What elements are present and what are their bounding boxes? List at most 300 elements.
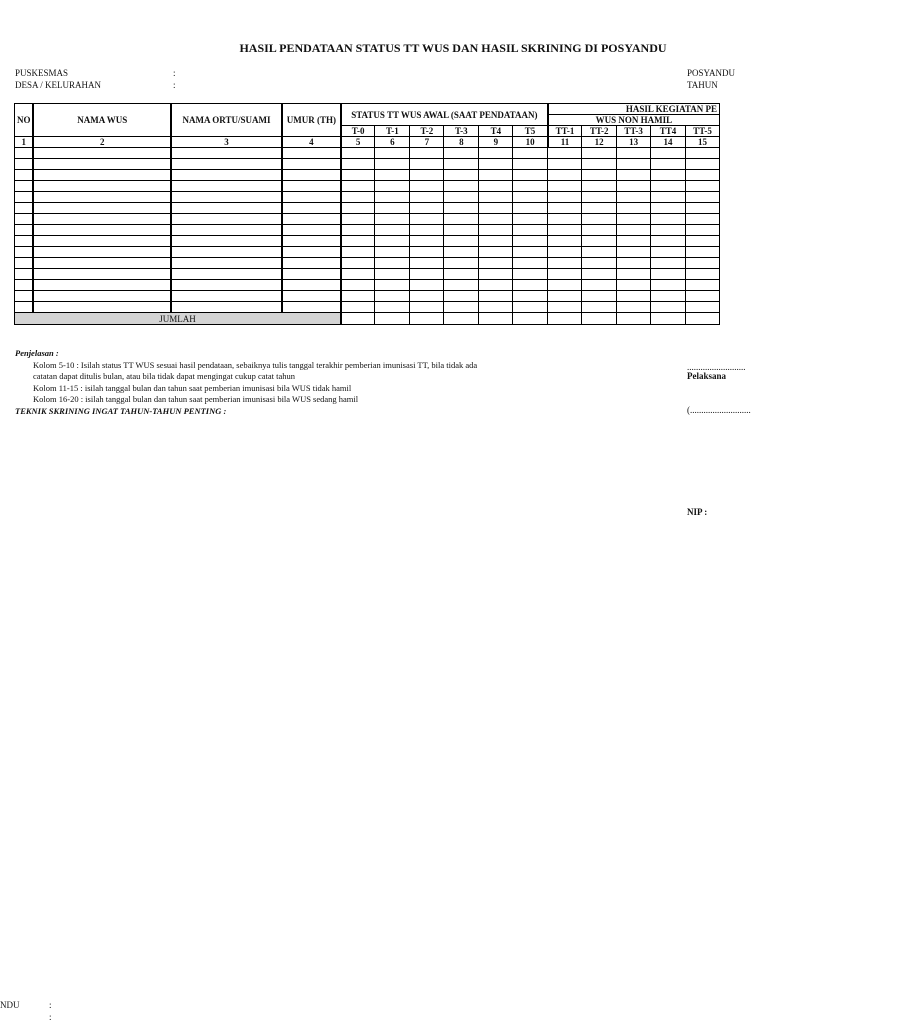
- table-cell[interactable]: [617, 258, 651, 269]
- column-number: 4: [282, 137, 341, 148]
- table-cell[interactable]: [617, 192, 651, 203]
- table-cell[interactable]: [582, 181, 617, 192]
- table-cell[interactable]: [513, 203, 548, 214]
- table-cell[interactable]: [341, 302, 375, 313]
- table-cell[interactable]: [410, 192, 444, 203]
- table-cell[interactable]: [15, 159, 34, 170]
- table-cell[interactable]: [375, 225, 410, 236]
- header-status-col: T-1: [375, 126, 410, 137]
- table-cell[interactable]: [479, 159, 513, 170]
- column-number: 8: [444, 137, 479, 148]
- table-cell[interactable]: [171, 269, 282, 280]
- table-cell[interactable]: [341, 181, 375, 192]
- jumlah-cell[interactable]: [685, 313, 719, 325]
- table-cell[interactable]: [548, 148, 582, 159]
- header-status-col: T-2: [410, 126, 444, 137]
- table-cell[interactable]: [685, 269, 719, 280]
- table-cell[interactable]: [685, 170, 719, 181]
- table-cell[interactable]: [15, 203, 34, 214]
- table-cell[interactable]: [617, 148, 651, 159]
- table-cell[interactable]: [15, 181, 34, 192]
- column-number: 14: [651, 137, 686, 148]
- column-number: 13: [617, 137, 651, 148]
- header-status-group: STATUS TT WUS AWAL (SAAT PENDATAAN): [341, 104, 548, 126]
- header-nama-ortu: NAMA ORTU/SUAMI: [171, 104, 282, 137]
- table-cell[interactable]: [479, 214, 513, 225]
- table-cell[interactable]: [33, 170, 171, 181]
- table-cell[interactable]: [651, 302, 686, 313]
- puskesmas-colon: :: [173, 68, 176, 78]
- table-cell[interactable]: [444, 258, 479, 269]
- table-cell[interactable]: [685, 203, 719, 214]
- table-cell[interactable]: [410, 148, 444, 159]
- table-cell[interactable]: [513, 225, 548, 236]
- table-cell[interactable]: [410, 236, 444, 247]
- table-cell[interactable]: [341, 258, 375, 269]
- table-cell[interactable]: [33, 148, 171, 159]
- column-number: 5: [341, 137, 375, 148]
- table-cell[interactable]: [410, 159, 444, 170]
- table-cell[interactable]: [548, 247, 582, 258]
- table-cell[interactable]: [617, 269, 651, 280]
- nip-label: NIP :: [687, 507, 708, 517]
- column-number: 6: [375, 137, 410, 148]
- table-cell[interactable]: [444, 302, 479, 313]
- header-hasil-col: TT-5: [685, 126, 719, 137]
- table-cell[interactable]: [375, 258, 410, 269]
- table-cell[interactable]: [685, 280, 719, 291]
- desa-colon: :: [173, 80, 176, 90]
- table-cell[interactable]: [685, 214, 719, 225]
- table-cell[interactable]: [513, 148, 548, 159]
- table-cell[interactable]: [171, 148, 282, 159]
- table-cell[interactable]: [479, 203, 513, 214]
- jumlah-cell[interactable]: [548, 313, 582, 325]
- header-nama-wus: NAMA WUS: [33, 104, 171, 137]
- table-cell[interactable]: [444, 247, 479, 258]
- header-hasil-col: TT-2: [582, 126, 617, 137]
- table-cell[interactable]: [171, 214, 282, 225]
- table-cell[interactable]: [513, 159, 548, 170]
- footer-colon-2: :: [49, 1012, 52, 1022]
- table-cell[interactable]: [582, 214, 617, 225]
- table-cell[interactable]: [375, 148, 410, 159]
- header-umur: UMUR (TH): [282, 104, 341, 137]
- table-cell[interactable]: [582, 192, 617, 203]
- header-hasil-col: TT4: [651, 126, 686, 137]
- table-cell[interactable]: [33, 203, 171, 214]
- table-cell[interactable]: [282, 302, 341, 313]
- jumlah-cell[interactable]: [341, 313, 375, 325]
- desa-label: DESA / KELURAHAN: [15, 80, 102, 90]
- puskesmas-label: PUSKESMAS: [15, 68, 69, 78]
- table-cell[interactable]: [15, 291, 34, 302]
- table-cell[interactable]: [651, 269, 686, 280]
- table-cell[interactable]: [444, 170, 479, 181]
- table-cell[interactable]: [375, 302, 410, 313]
- table-cell[interactable]: [548, 181, 582, 192]
- table-cell[interactable]: [15, 236, 34, 247]
- table-cell[interactable]: [582, 258, 617, 269]
- table-cell[interactable]: [617, 214, 651, 225]
- table-cell[interactable]: [282, 159, 341, 170]
- table-cell[interactable]: [513, 247, 548, 258]
- table-cell[interactable]: [341, 203, 375, 214]
- table-cell[interactable]: [375, 291, 410, 302]
- table-row: [15, 148, 720, 159]
- table-cell[interactable]: [341, 214, 375, 225]
- teknik-heading: TEKNIK SKRINING INGAT TAHUN-TAHUN PENTING :: [15, 406, 227, 416]
- table-cell[interactable]: [375, 181, 410, 192]
- table-cell[interactable]: [444, 203, 479, 214]
- table-cell[interactable]: [513, 192, 548, 203]
- table-cell[interactable]: [341, 280, 375, 291]
- table-cell[interactable]: [548, 302, 582, 313]
- table-cell[interactable]: [617, 302, 651, 313]
- table-cell[interactable]: [410, 181, 444, 192]
- table-row: [15, 236, 720, 247]
- table-cell[interactable]: [444, 269, 479, 280]
- column-number: 12: [582, 137, 617, 148]
- table-cell[interactable]: [479, 148, 513, 159]
- table-cell[interactable]: [171, 258, 282, 269]
- table-cell[interactable]: [617, 181, 651, 192]
- table-cell[interactable]: [15, 214, 34, 225]
- jumlah-cell[interactable]: [651, 313, 686, 325]
- jumlah-cell[interactable]: [410, 313, 444, 325]
- signature-date-dots: ..........................: [687, 362, 746, 372]
- table-cell[interactable]: [15, 280, 34, 291]
- table-cell[interactable]: [282, 269, 341, 280]
- table-cell[interactable]: [33, 192, 171, 203]
- table-cell[interactable]: [479, 170, 513, 181]
- pelaksana-label: Pelaksana: [687, 371, 727, 381]
- column-number: 7: [410, 137, 444, 148]
- footer-ndu-label: NDU: [0, 1000, 20, 1010]
- notes-line-4: Kolom 16-20 : isilah tanggal bulan dan tahun saat pemberian imunisasi bila WUS sedang hamil: [33, 394, 359, 404]
- table-cell[interactable]: [341, 148, 375, 159]
- table-cell[interactable]: [444, 291, 479, 302]
- table-cell[interactable]: [582, 247, 617, 258]
- table-cell[interactable]: [617, 159, 651, 170]
- table-cell[interactable]: [685, 236, 719, 247]
- table-cell[interactable]: [375, 203, 410, 214]
- table-cell[interactable]: [341, 159, 375, 170]
- table-cell[interactable]: [15, 269, 34, 280]
- table-cell[interactable]: [410, 203, 444, 214]
- notes-heading: Penjelasan :: [15, 348, 59, 358]
- table-cell[interactable]: [513, 214, 548, 225]
- table-cell[interactable]: [548, 192, 582, 203]
- table-cell[interactable]: [513, 302, 548, 313]
- table-cell[interactable]: [410, 302, 444, 313]
- table-cell[interactable]: [548, 203, 582, 214]
- table-cell[interactable]: [582, 280, 617, 291]
- table-cell[interactable]: [444, 225, 479, 236]
- table-cell[interactable]: [171, 302, 282, 313]
- table-cell[interactable]: [548, 159, 582, 170]
- table-cell[interactable]: [548, 236, 582, 247]
- posyandu-label: POSYANDU: [687, 68, 736, 78]
- table-cell[interactable]: [33, 181, 171, 192]
- table-cell[interactable]: [651, 148, 686, 159]
- table-cell[interactable]: [282, 148, 341, 159]
- table-cell[interactable]: [685, 192, 719, 203]
- table-cell[interactable]: [171, 192, 282, 203]
- table-cell[interactable]: [171, 236, 282, 247]
- table-cell[interactable]: [33, 291, 171, 302]
- table-cell[interactable]: [548, 214, 582, 225]
- table-cell[interactable]: [582, 159, 617, 170]
- table-cell[interactable]: [171, 159, 282, 170]
- table-cell[interactable]: [617, 236, 651, 247]
- table-cell[interactable]: [651, 181, 686, 192]
- table-cell[interactable]: [341, 291, 375, 302]
- table-cell[interactable]: [582, 170, 617, 181]
- header-hasil-group: HASIL KEGIATAN PE: [548, 104, 720, 115]
- table-cell[interactable]: [651, 214, 686, 225]
- table-cell[interactable]: [651, 192, 686, 203]
- table-cell[interactable]: [375, 214, 410, 225]
- table-cell[interactable]: [282, 225, 341, 236]
- notes-line-2: catatan dapat ditulis bulan, atau bila tidak dapat mengingat cukup catat tahun: [33, 371, 295, 381]
- table-cell[interactable]: [651, 203, 686, 214]
- table-cell[interactable]: [410, 269, 444, 280]
- table-cell[interactable]: [375, 280, 410, 291]
- table-row: [15, 214, 720, 225]
- table-cell[interactable]: [444, 159, 479, 170]
- table-cell[interactable]: [685, 302, 719, 313]
- table-cell[interactable]: [33, 302, 171, 313]
- table-cell[interactable]: [410, 170, 444, 181]
- table-cell[interactable]: [651, 236, 686, 247]
- column-number: 15: [685, 137, 719, 148]
- table-cell[interactable]: [548, 269, 582, 280]
- table-cell[interactable]: [171, 225, 282, 236]
- page-title: HASIL PENDATAAN STATUS TT WUS DAN HASIL SKRINING DI POSYANDU: [239, 41, 667, 55]
- table-cell[interactable]: [341, 225, 375, 236]
- table-cell[interactable]: [444, 181, 479, 192]
- table-row: [15, 225, 720, 236]
- table-cell[interactable]: [582, 269, 617, 280]
- table-cell[interactable]: [479, 269, 513, 280]
- table-row: [15, 203, 720, 214]
- table-cell[interactable]: [282, 291, 341, 302]
- table-cell[interactable]: [617, 225, 651, 236]
- table-cell[interactable]: [479, 181, 513, 192]
- table-cell[interactable]: [513, 181, 548, 192]
- table-cell[interactable]: [33, 236, 171, 247]
- table-cell[interactable]: [582, 302, 617, 313]
- table-cell[interactable]: [375, 170, 410, 181]
- jumlah-cell[interactable]: [444, 313, 479, 325]
- jumlah-cell[interactable]: [582, 313, 617, 325]
- table-cell[interactable]: [375, 247, 410, 258]
- table-cell[interactable]: [479, 236, 513, 247]
- table-cell[interactable]: [651, 280, 686, 291]
- table-cell[interactable]: [282, 203, 341, 214]
- table-cell[interactable]: [513, 269, 548, 280]
- table-cell[interactable]: [15, 302, 34, 313]
- jumlah-cell[interactable]: [617, 313, 651, 325]
- table-cell[interactable]: [582, 203, 617, 214]
- jumlah-cell[interactable]: [479, 313, 513, 325]
- table-cell[interactable]: [410, 247, 444, 258]
- table-cell[interactable]: [15, 247, 34, 258]
- column-number: 2: [33, 137, 171, 148]
- jumlah-label: JUMLAH: [15, 313, 341, 325]
- table-cell[interactable]: [444, 214, 479, 225]
- table-cell[interactable]: [651, 159, 686, 170]
- table-cell[interactable]: [341, 269, 375, 280]
- table-cell[interactable]: [651, 258, 686, 269]
- table-cell[interactable]: [617, 170, 651, 181]
- table-cell[interactable]: [651, 225, 686, 236]
- table-cell[interactable]: [479, 225, 513, 236]
- table-cell[interactable]: [685, 225, 719, 236]
- table-cell[interactable]: [617, 291, 651, 302]
- header-status-col: T-3: [444, 126, 479, 137]
- notes-line-1: Kolom 5-10 : Isilah status TT WUS sesuai hasil pendataan, sebaiknya tulis tanggal terakhir pemberian imunisasi TT, bila tidak ada: [33, 360, 478, 370]
- table-cell[interactable]: [282, 258, 341, 269]
- table-cell[interactable]: [444, 192, 479, 203]
- table-cell[interactable]: [341, 170, 375, 181]
- table-cell[interactable]: [685, 148, 719, 159]
- table-cell[interactable]: [282, 181, 341, 192]
- table-cell[interactable]: [479, 280, 513, 291]
- table-cell[interactable]: [582, 148, 617, 159]
- table-cell[interactable]: [171, 203, 282, 214]
- table-row: [15, 159, 720, 170]
- table-cell[interactable]: [617, 247, 651, 258]
- table-cell[interactable]: [444, 236, 479, 247]
- table-row: [15, 280, 720, 291]
- table-cell[interactable]: [410, 291, 444, 302]
- table-cell[interactable]: [479, 302, 513, 313]
- table-cell[interactable]: [685, 258, 719, 269]
- table-cell[interactable]: [282, 192, 341, 203]
- table-cell[interactable]: [582, 225, 617, 236]
- table-cell[interactable]: [410, 280, 444, 291]
- table-cell[interactable]: [582, 291, 617, 302]
- header-hasil-col: TT-3: [617, 126, 651, 137]
- table-cell[interactable]: [33, 159, 171, 170]
- table-cell[interactable]: [513, 291, 548, 302]
- footer-colon-1: :: [49, 1000, 52, 1010]
- table-cell[interactable]: [341, 236, 375, 247]
- table-cell[interactable]: [33, 258, 171, 269]
- table-cell[interactable]: [410, 225, 444, 236]
- table-cell[interactable]: [15, 148, 34, 159]
- table-cell[interactable]: [651, 247, 686, 258]
- header-status-col: T4: [479, 126, 513, 137]
- table-cell[interactable]: [341, 192, 375, 203]
- table-row: [15, 170, 720, 181]
- table-cell[interactable]: [479, 291, 513, 302]
- table-cell[interactable]: [171, 181, 282, 192]
- table-cell[interactable]: [548, 291, 582, 302]
- table-cell[interactable]: [282, 236, 341, 247]
- table-cell[interactable]: [479, 192, 513, 203]
- table-cell[interactable]: [479, 247, 513, 258]
- table-cell[interactable]: [341, 247, 375, 258]
- signature-name: (...........................: [687, 405, 751, 415]
- table-cell[interactable]: [282, 170, 341, 181]
- table-cell[interactable]: [410, 214, 444, 225]
- table-cell[interactable]: [513, 280, 548, 291]
- table-cell[interactable]: [15, 258, 34, 269]
- table-cell[interactable]: [171, 170, 282, 181]
- table-cell[interactable]: [651, 170, 686, 181]
- table-cell[interactable]: [479, 258, 513, 269]
- table-cell[interactable]: [171, 247, 282, 258]
- jumlah-cell[interactable]: [375, 313, 410, 325]
- table-cell[interactable]: [33, 214, 171, 225]
- table-cell[interactable]: [410, 258, 444, 269]
- table-cell[interactable]: [513, 258, 548, 269]
- table-cell[interactable]: [282, 214, 341, 225]
- table-cell[interactable]: [15, 225, 34, 236]
- table-cell[interactable]: [171, 280, 282, 291]
- table-cell[interactable]: [282, 280, 341, 291]
- table-cell[interactable]: [685, 159, 719, 170]
- table-cell[interactable]: [582, 236, 617, 247]
- table-cell[interactable]: [685, 247, 719, 258]
- table-cell[interactable]: [651, 291, 686, 302]
- table-cell[interactable]: [375, 192, 410, 203]
- column-number: 11: [548, 137, 582, 148]
- table-cell[interactable]: [548, 225, 582, 236]
- table-cell[interactable]: [375, 236, 410, 247]
- table-cell[interactable]: [15, 192, 34, 203]
- tahun-label: TAHUN: [687, 80, 718, 90]
- table-cell[interactable]: [617, 280, 651, 291]
- table-row: [15, 181, 720, 192]
- table-cell[interactable]: [548, 280, 582, 291]
- table-cell[interactable]: [444, 148, 479, 159]
- header-no: NO: [15, 104, 34, 137]
- table-row: [15, 269, 720, 280]
- table-cell[interactable]: [171, 291, 282, 302]
- header-status-col: T5: [513, 126, 548, 137]
- table-cell[interactable]: [548, 170, 582, 181]
- table-cell[interactable]: [375, 159, 410, 170]
- table-row: [15, 302, 720, 313]
- table-cell[interactable]: [513, 170, 548, 181]
- table-cell[interactable]: [685, 181, 719, 192]
- table-cell[interactable]: [375, 269, 410, 280]
- header-wus-non-hamil: WUS NON HAMIL: [548, 115, 720, 126]
- table-cell[interactable]: [444, 280, 479, 291]
- table-cell[interactable]: [15, 170, 34, 181]
- table-cell[interactable]: [548, 258, 582, 269]
- column-number: 10: [513, 137, 548, 148]
- column-number: 9: [479, 137, 513, 148]
- header-hasil-col: TT-1: [548, 126, 582, 137]
- table-cell[interactable]: [685, 291, 719, 302]
- header-status-col: T-0: [341, 126, 375, 137]
- table-cell[interactable]: [33, 247, 171, 258]
- table-cell[interactable]: [33, 225, 171, 236]
- table-cell[interactable]: [513, 236, 548, 247]
- jumlah-cell[interactable]: [513, 313, 548, 325]
- table-cell[interactable]: [282, 247, 341, 258]
- data-table: [14, 103, 720, 325]
- table-cell[interactable]: [33, 280, 171, 291]
- table-row: [15, 258, 720, 269]
- table-cell[interactable]: [33, 269, 171, 280]
- table-cell[interactable]: [617, 203, 651, 214]
